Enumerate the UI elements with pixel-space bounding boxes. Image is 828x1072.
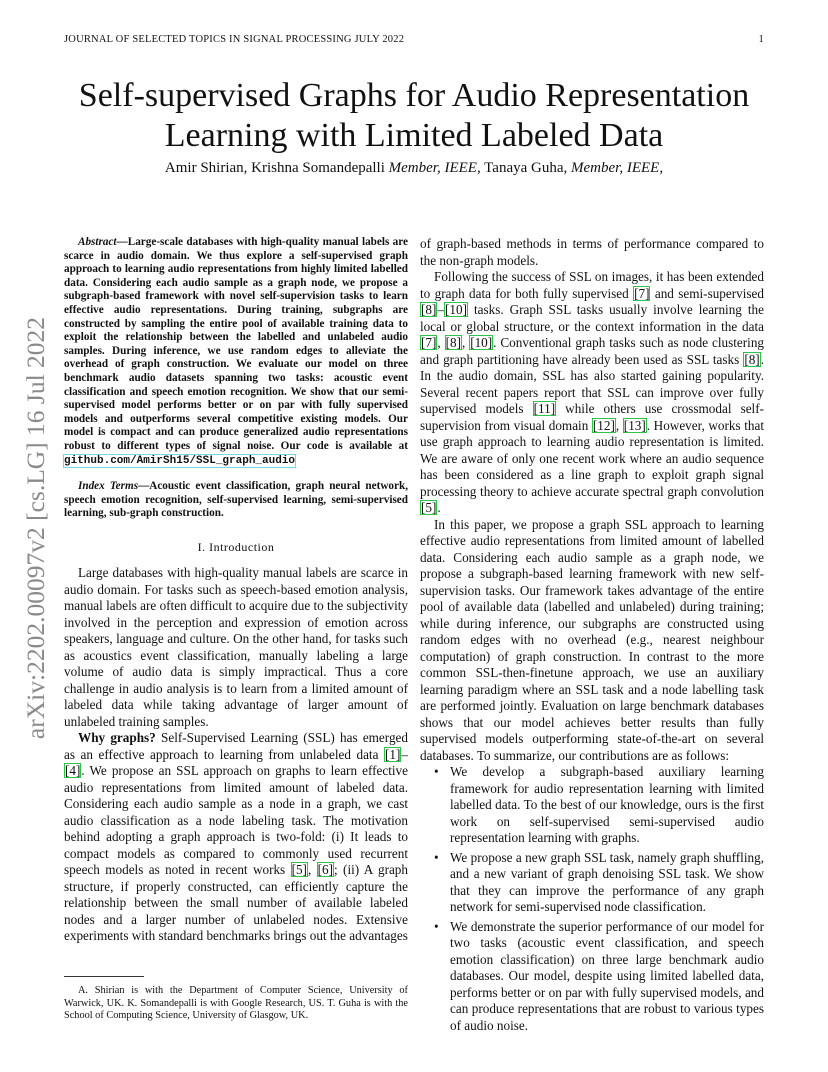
text-run: . Conventional graph tasks such as node clustering and graph partitioning have already been used as SSL tasks — [420, 335, 765, 367]
index-terms-body: —Acoustic event classification, graph neural network, speech emotion recognition, self-supervised learning, semi-supervised learning, sub-graph construction. — [64, 480, 408, 520]
citation-link[interactable]: [11] — [533, 401, 556, 416]
running-head — [64, 34, 764, 45]
text-run: , — [615, 417, 623, 433]
citation-link[interactable]: [5] — [421, 500, 437, 515]
intro-paragraph-1: Large databases with high-quality manual labels are scarce in audio domain. For tasks such as speech-based emotion analysis, manual labels are often difficult to acquire due to the subjectivity involved in the perception and expression of emotion across speakers, language and culture. On the other hand, for tasks such as acoustics event classification, manually labeling a large volume of audio data is simply impractical. Thus a core challenge in audio analysis is to learn from a limited amount of labeled data while taking advantage of larger amount of unlabeled training samples. — [64, 565, 408, 729]
right-column — [420, 236, 764, 1037]
title-line-2: Learning with Limited Labeled Data — [164, 117, 664, 154]
contribution-item: • We demonstrate the superior performance of our model for two tasks (acoustic event classification, and speech emotion classification) on three large benchmark audio databases. Our model, despite using limited labelled data, performs better or on par with fully supervised models, and can produce representations that are robust to various types of audio noise. — [450, 919, 764, 1035]
left-column — [64, 236, 408, 945]
contribution-item: • We propose a new graph SSL task, namely graph shuffling, and a new variant of graph denoising SSL task. We show that they can improve the performance of any graph network for semi-supervised node classification. — [450, 850, 764, 916]
abstract-lead: Abstract — [78, 236, 117, 248]
right-paragraph-1 — [420, 269, 764, 517]
author-names-1: Amir Shirian, Krishna Somandepalli — [164, 160, 389, 176]
index-terms-lead: Index Terms — [78, 480, 139, 493]
section-heading-introduction: I. Introduction — [197, 539, 275, 554]
title-line-1: Self-supervised Graphs for Audio Representation — [78, 77, 750, 114]
contribution-list — [420, 764, 764, 1034]
text-run: , — [461, 335, 470, 350]
text-run: – — [437, 302, 444, 317]
citation-link[interactable]: [8] — [421, 302, 437, 317]
abstract-body: —Large-scale databases with high-quality manual labels are scarce in audio domain. We thus explore a self-supervised graph approach to learning audio representations from highly limited labelled data. Considering each audio sample as a graph node, we propose a subgraph-based framework with novel self-supervision tasks to learn effective audio representations. During training, subgraphs are constructed by sampling the entire pool of available training data to exploit the relationship between the labelled and unlabeled audio samples. During inference, we use random edges to alleviate the overhead of graph construction. We evaluate our model on three benchmark audio datasets spanning two tasks: acoustic event classification and speech emotion recognition. We show that our semi-supervised model performs better or on par with fully supervised models and outperforms several competitive existing models. Our model is compact and can produce generalized audio representations robust to different types of signal noise. Our code is available at — [64, 236, 408, 452]
citation-link[interactable]: [7] — [421, 335, 437, 350]
footnote — [64, 976, 408, 1023]
contribution-item: • We develop a subgraph-based auxiliary learning framework for audio representation learning with limited labelled data. To the best of our knowledge, ours is the first work on self-supervised semi-supervised audio representation learning with graphs. — [450, 764, 764, 847]
text-run: tasks. Graph SSL tasks usually involve learning the local or global structure, or the context information in the data — [420, 302, 764, 334]
citation-link[interactable]: [12] — [592, 417, 615, 433]
text-run: . In the audio domain, SSL has also started gaining popularity. Several recent papers report that SSL can improve over fully supervised models — [420, 351, 764, 416]
why-graphs-lead: Why graphs? — [78, 730, 156, 746]
text-run: , — [437, 335, 445, 350]
footnote-rule — [64, 976, 144, 977]
text-run: Following the success of SSL on images, it has been extended to graph data for both fully supervised — [420, 269, 764, 301]
citation-link[interactable]: [13] — [623, 417, 646, 433]
text-run: Self-Supervised Learning (SSL) has emerged as an effective approach to learning from unlabeled data — [64, 730, 408, 762]
citation-link[interactable]: [8] — [744, 351, 760, 367]
right-paragraph-0: of graph-based methods in terms of performance compared to the non-graph models. — [420, 236, 764, 268]
footnote-text: A. Shirian is with the Department of Computer Science, University of Warwick, UK. K. Somandepalli is with Google Research, US. T. Guha is with the School of Computing Science, University of Glasgow, UK. — [64, 985, 408, 1021]
author-names-2: , Tanaya Guha, — [476, 160, 572, 176]
author-list — [60, 160, 768, 177]
arxiv-id: arXiv:2202.00097v2 [cs.LG] 16 Jul 2022 — [21, 316, 50, 739]
text-run: , — [307, 862, 317, 878]
citation-link[interactable]: [7] — [634, 285, 650, 301]
intro-paragraph-2 — [64, 730, 408, 945]
citation-link[interactable]: [6] — [317, 862, 334, 878]
text-run: – — [401, 746, 408, 762]
text-run: ; (ii) A graph structure, if properly constructed, can efficiently capture the relationship between the small number of available labeled nodes and a larger number of unlabeled nodes. Extensive experiments with standard benchmarks brings out the advantages — [64, 862, 408, 944]
text-run: . However, works that use graph approach to learning audio representation is limited. We are aware of only one recent work where an audio sequence has been considered as a line graph to exploit graph signal processing theory to achieve accurate spectral graph convolution — [420, 417, 764, 499]
page-number: 1 — [758, 34, 764, 45]
citation-link[interactable]: [8] — [445, 335, 461, 350]
author-affiliation-2: Member, IEEE, — [571, 160, 664, 176]
journal-name: JOURNAL OF SELECTED TOPICS IN SIGNAL PROCESSING JULY 2022 — [64, 34, 405, 45]
code-repo-link[interactable]: github.com/AmirSh15/SSL_graph_audio — [64, 454, 296, 467]
text-run: and semi-supervised — [650, 285, 764, 301]
citation-link[interactable]: [10] — [444, 302, 467, 317]
index-terms — [64, 480, 408, 521]
citation-link[interactable]: [1] — [385, 746, 401, 762]
citation-link[interactable]: [10] — [470, 335, 493, 350]
text-run: . We propose an SSL approach on graphs to learn effective audio representations from limited amount of labeled data. Considering each audio sample as a node in a graph, we cast audio classification as a node labeling task. The motivation behind adopting a graph approach is two-fold: (i) It leads to compact models as compared to commonly used recurrent speech models as noted in recent works — [64, 763, 408, 878]
arxiv-stamp — [17, 295, 55, 760]
paper-title — [60, 76, 768, 156]
citation-link[interactable]: [5] — [291, 862, 307, 878]
text-run: while others use crossmodal self-supervision from visual domain — [420, 401, 765, 433]
right-paragraph-2: In this paper, we propose a graph SSL approach to learning effective audio representations from limited amount of labelled data. Considering each audio sample as a graph node, we propose a subgraph-based learning framework with new self-supervision tasks. Our framework takes advantage of the entire pool of available data (labelled and unlabeled) during training; while during inference, our subgraphs are constructed using random edges with no overhead (e.g., nearest neighbour computation) of graph construction. In contrast to the more common SSL-then-finetune approach, we use an auxiliary learning paradigm where an SSL task and a node labelling task are performed jointly. Evaluation on large benchmark databases shows that our model achieves better results than fully supervised models outperforming state-of-the-art on several databases. To summarize, our contributions are as follows: — [420, 516, 764, 763]
abstract — [64, 236, 408, 468]
text-run: . — [437, 500, 441, 515]
citation-link[interactable]: [4] — [65, 763, 81, 779]
author-affiliation-1: Member, IEEE — [388, 160, 477, 176]
